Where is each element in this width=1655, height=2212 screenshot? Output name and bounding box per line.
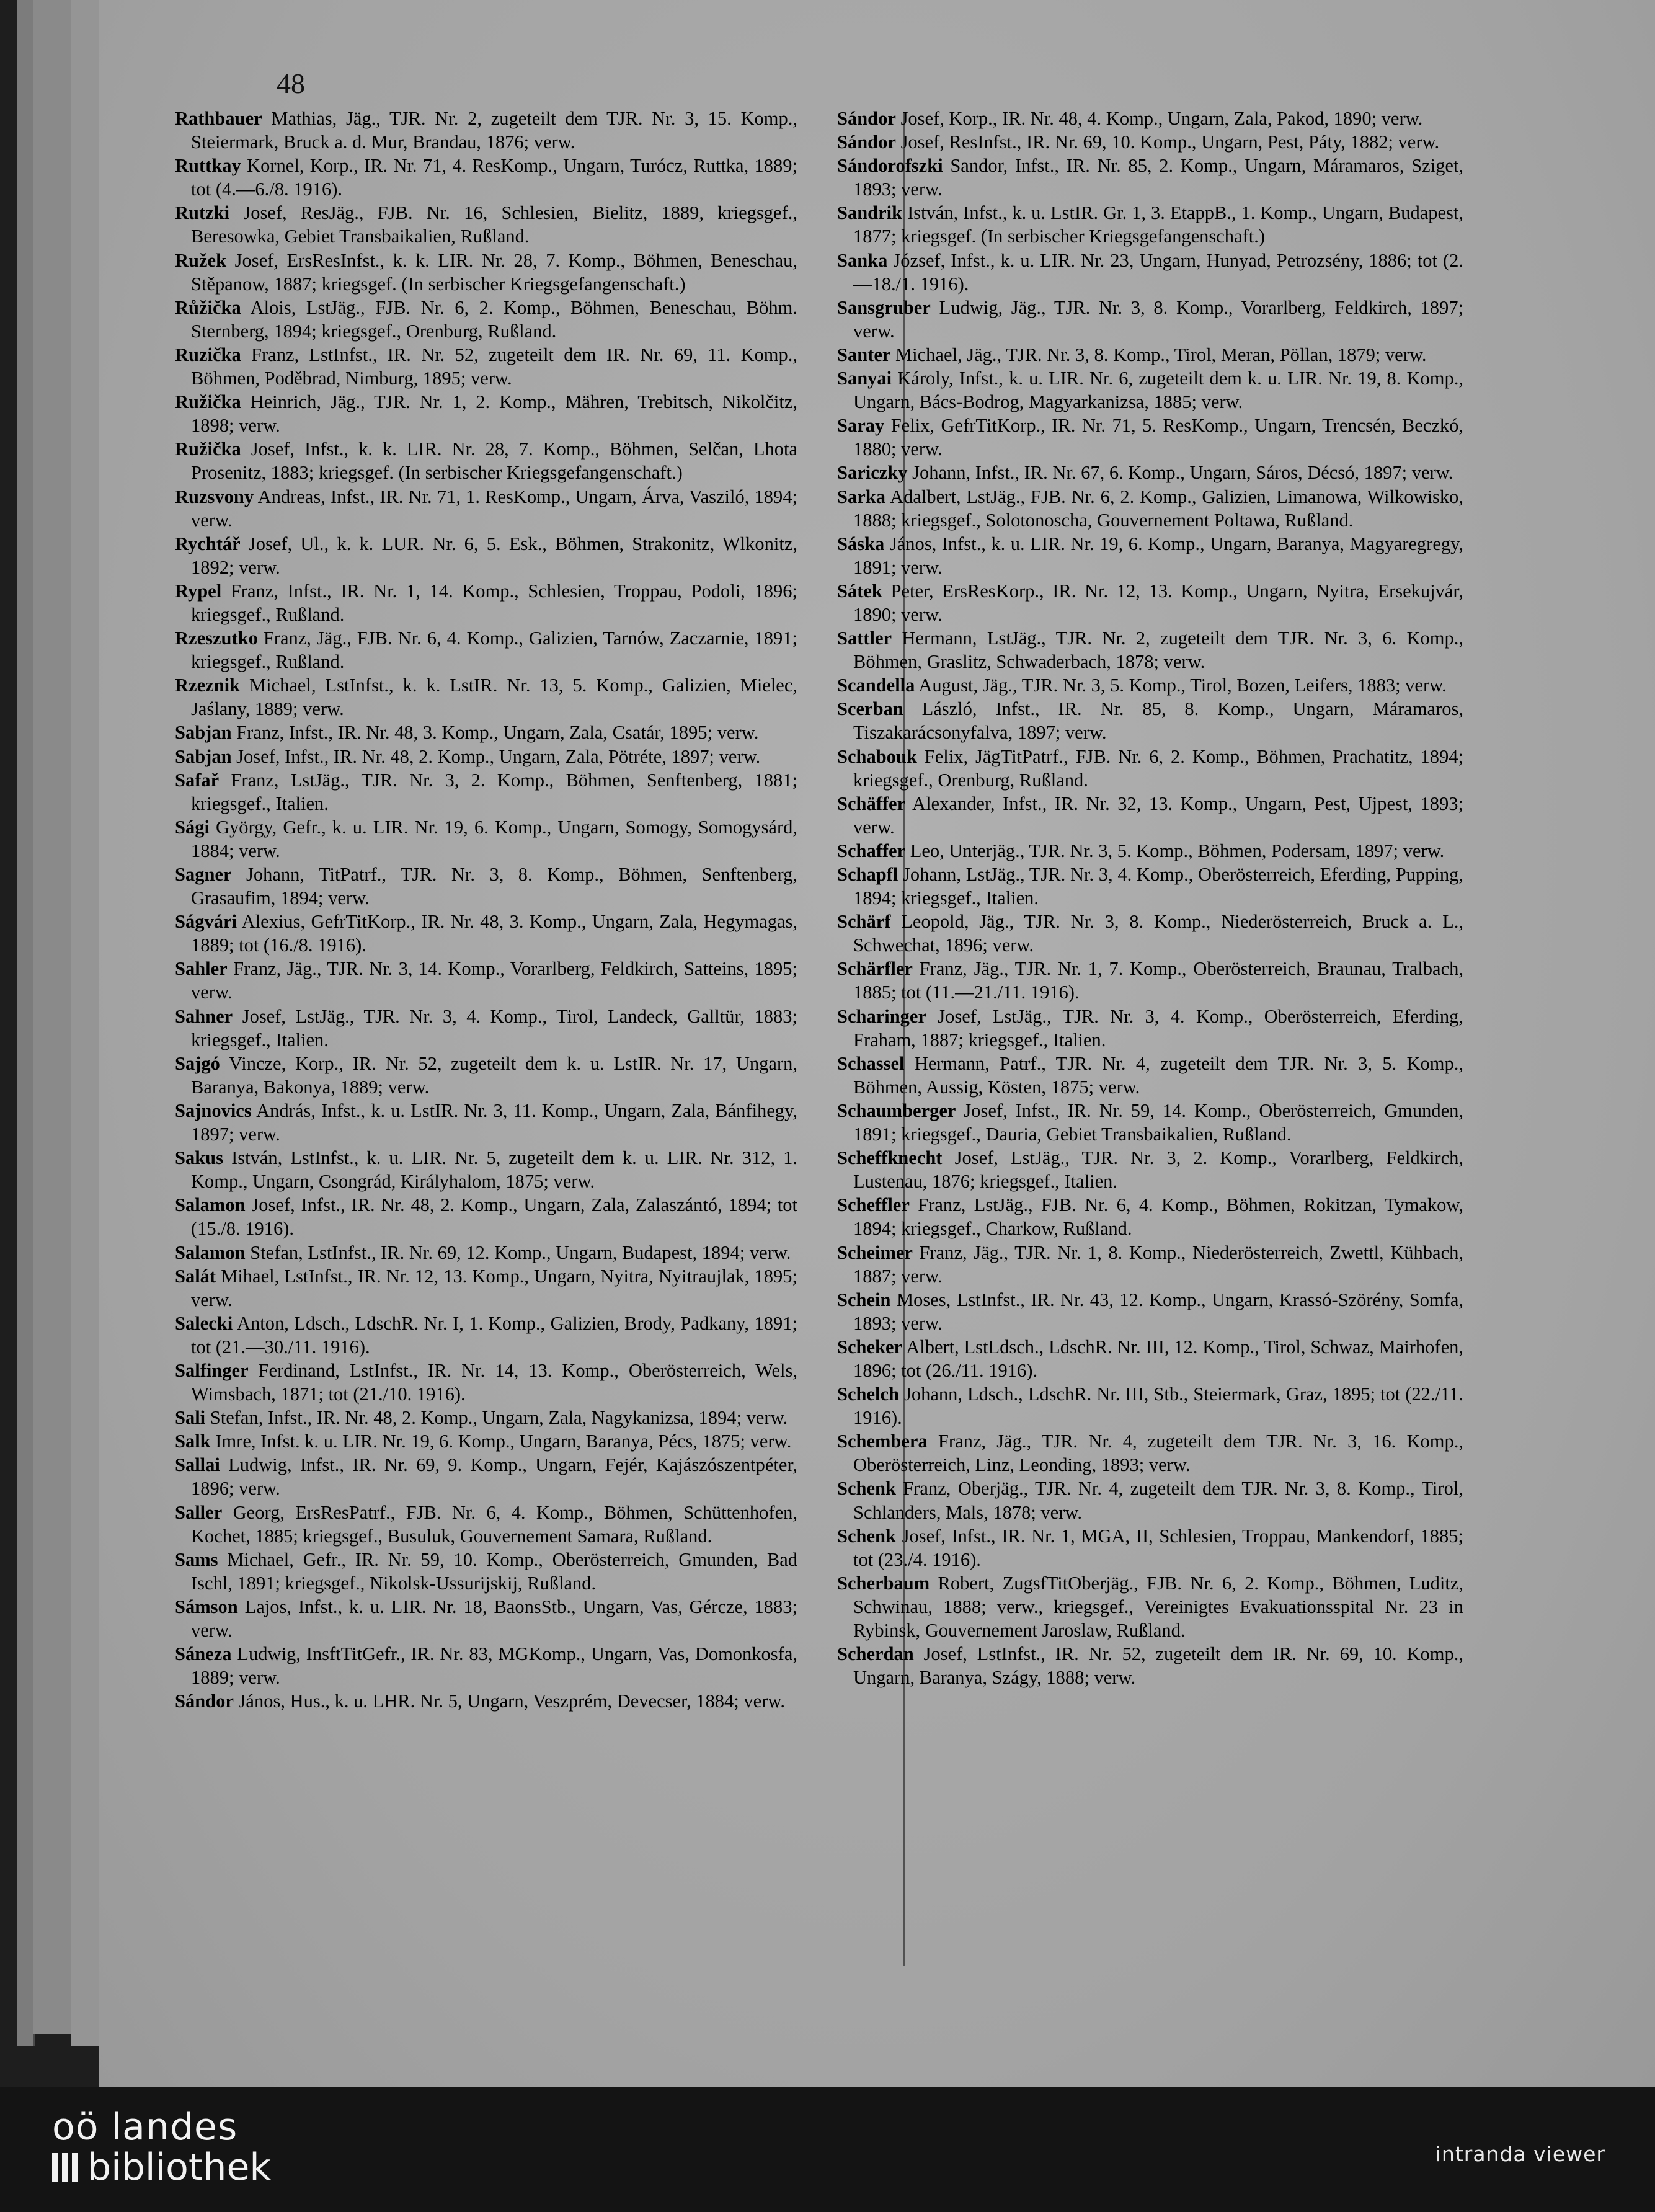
entry-details: Leopold, Jäg., TJR. Nr. 3, 8. Komp., Niederösterreich, Bruck a. L., Schwechat, 1896; verw. [853, 911, 1463, 956]
entry-details: Vincze, Korp., IR. Nr. 52, zugeteilt dem k. u. LstIR. Nr. 17, Ungarn, Baranya, Bakonya, 1889; verw. [191, 1052, 797, 1098]
register-entry [175, 1501, 797, 1548]
entry-surname: Schäffer [837, 793, 906, 814]
entry-surname: Ruttkay [175, 155, 241, 177]
entry-surname: Rathbauer [175, 108, 262, 129]
entry-surname: Sanka [837, 249, 888, 271]
entry-surname: Ruzsvony [175, 486, 254, 507]
entry-surname: Scandella [837, 675, 915, 696]
entry-surname: Sabjan [175, 745, 232, 767]
register-entry [175, 957, 797, 1004]
register-entry [837, 1382, 1463, 1429]
entry-surname: Ruzička [175, 344, 241, 365]
entry-details: Franz, Jäg., TJR. Nr. 3, 14. Komp., Vorarlberg, Feldkirch, Satteins, 1895; verw. [191, 958, 798, 1003]
register-entry [837, 485, 1463, 532]
register-entry [837, 249, 1463, 296]
register-entry [837, 1146, 1463, 1193]
entry-details: Ludwig, Jäg., TJR. Nr. 3, 8. Komp., Vorarlberg, Feldkirch, 1897; verw. [853, 296, 1464, 342]
entry-details: Josef, Infst., IR. Nr. 1, MGA, II, Schlesien, Troppau, Mankendorf, 1885; tot (23./4. 1916). [853, 1525, 1463, 1570]
register-entry [175, 154, 797, 201]
register-entry [175, 1099, 797, 1146]
entry-details: György, Gefr., k. u. LIR. Nr. 19, 6. Komp., Ungarn, Somogy, Somogysárd, 1884; verw. [191, 816, 798, 861]
register-entry [175, 1548, 797, 1595]
entry-surname: Sándor [837, 131, 896, 153]
entry-details: Kornel, Korp., IR. Nr. 71, 4. ResKomp., Ungarn, Turócz, Ruttka, 1889; tot (4.—6./8. 1916). [191, 155, 797, 200]
register-entry [175, 1052, 797, 1099]
register-entry [837, 1005, 1463, 1052]
register-entry [175, 1689, 797, 1713]
register-entry [837, 414, 1463, 461]
page-edge [71, 0, 100, 2046]
register-entry [175, 1359, 797, 1406]
register-entry [175, 532, 797, 579]
entry-surname: Ružička [175, 438, 241, 460]
logo-text-bottom: bibliothek [87, 2146, 272, 2189]
register-entry [837, 1429, 1463, 1477]
entry-details: János, Infst., k. u. LIR. Nr. 19, 6. Komp., Ungarn, Baranya, Magyaregregy, 1891; verw. [853, 533, 1464, 578]
register-entry [175, 1264, 797, 1312]
register-entry [837, 1193, 1463, 1240]
entry-surname: Scheimer [837, 1241, 913, 1263]
register-entry [837, 1524, 1463, 1571]
entry-surname: Sajnovics [175, 1099, 252, 1121]
entry-details: Robert, ZugsfTitOberjäg., FJB. Nr. 6, 2. Komp., Böhmen, Luditz, Schwinau, 1888; verw., kriegsgef., Vereinigtes Evakuationsspital Nr. 23 in Rybinsk, Gouvernement Jaroslaw, Rußland. [853, 1572, 1464, 1641]
register-entry [837, 697, 1463, 744]
entry-details: Josef, LstJäg., TJR. Nr. 3, 4. Komp., Tirol, Landeck, Galltür, 1883; kriegsgef., Italien. [191, 1005, 798, 1050]
entry-details: Albert, LstLdsch., LdschR. Nr. III, 12. Komp., Tirol, Schwaz, Mairhofen, 1896; tot (26./11. 1916). [853, 1336, 1463, 1381]
entry-surname: Sakus [175, 1147, 224, 1169]
page-edge [33, 0, 72, 2034]
register-entry [175, 1193, 797, 1240]
register-entry [175, 437, 797, 484]
entry-surname: Salk [175, 1431, 211, 1452]
entry-surname: Rzeznik [175, 675, 241, 696]
register-entry [837, 792, 1463, 839]
entry-surname: Sáneza [175, 1643, 232, 1665]
entry-surname: Rychtář [175, 533, 241, 554]
entry-surname: Sariczky [837, 462, 908, 484]
register-entry [837, 745, 1463, 792]
register-entry [175, 1146, 797, 1193]
entry-surname: Schenk [837, 1478, 896, 1499]
entry-surname: Schassel [837, 1052, 905, 1074]
entry-details: László, Infst., IR. Nr. 85, 8. Komp., Ungarn, Máramaros, Tiszakarácsonyfalva, 1897; verw. [853, 698, 1463, 744]
entry-details: Franz, Jäg., TJR. Nr. 1, 8. Komp., Niederösterreich, Zwettl, Kühbach, 1887; verw. [853, 1241, 1463, 1287]
register-entry [175, 249, 797, 296]
entry-details: Stefan, Infst., IR. Nr. 48, 2. Komp., Ungarn, Zala, Nagykanizsa, 1894; verw. [210, 1407, 788, 1429]
register-entry [837, 1052, 1463, 1099]
entry-details: Hermann, LstJäg., TJR. Nr. 2, zugeteilt dem TJR. Nr. 3, 6. Komp., Böhmen, Graslitz, Schwaderbach, 1878; verw. [853, 628, 1464, 673]
register-entry [837, 154, 1463, 201]
entry-surname: Scherdan [837, 1643, 914, 1665]
register-entry [175, 390, 797, 437]
entry-surname: Ružek [175, 249, 227, 271]
entry-surname: Salát [175, 1265, 216, 1287]
register-entry [175, 721, 797, 744]
entry-surname: Rzeszutko [175, 628, 258, 649]
entry-surname: Sallai [175, 1454, 220, 1476]
entry-details: Josef, Korp., IR. Nr. 48, 4. Komp., Ungarn, Zala, Pakod, 1890; verw. [900, 108, 1423, 129]
entry-details: Michael, LstInfst., k. k. LstIR. Nr. 13, 5. Komp., Galizien, Mielec, Jaślany, 1889; verw. [191, 675, 798, 720]
register-entry [837, 1477, 1463, 1524]
entry-surname: Sams [175, 1548, 218, 1570]
entry-details: Moses, LstInfst., IR. Nr. 43, 12. Komp., Ungarn, Krassó-Szörény, Somfa, 1893; verw. [853, 1289, 1463, 1334]
register-entry [175, 1406, 797, 1429]
register-entry [837, 1571, 1463, 1642]
entry-surname: Rutzki [175, 202, 230, 224]
register-entry [837, 1241, 1463, 1288]
entry-details: Johann, LstJäg., TJR. Nr. 3, 4. Komp., Oberösterreich, Eferding, Pupping, 1894; kriegsgef., Italien. [853, 864, 1463, 909]
entry-surname: Saller [175, 1501, 223, 1523]
entry-surname: Sági [175, 816, 210, 838]
entry-details: Franz, Infst., IR. Nr. 1, 14. Komp., Schlesien, Troppau, Podoli, 1896; kriegsgef., Rußland. [191, 580, 797, 625]
entry-surname: Sátek [837, 580, 882, 602]
entry-details: Michael, Jäg., TJR. Nr. 3, 8. Komp., Tirol, Meran, Pöllan, 1879; verw. [895, 344, 1427, 365]
entry-details: August, Jäg., TJR. Nr. 3, 5. Komp., Tirol, Bozen, Leifers, 1883; verw. [918, 675, 1447, 696]
entry-details: Károly, Infst., k. u. LIR. Nr. 6, zugeteilt dem k. u. LIR. Nr. 19, 8. Komp., Ungarn, Bács-Bodrog, Magyarkanizsa, 1885; verw. [853, 368, 1463, 413]
entry-details: András, Infst., k. u. LstIR. Nr. 3, 11. Komp., Ungarn, Zala, Bánfihegy, 1897; verw. [191, 1099, 797, 1145]
entry-details: Josef, ResJäg., FJB. Nr. 16, Schlesien, Bielitz, 1889, kriegsgef., Beresowka, Gebiet Transbaikalien, Rußland. [191, 202, 798, 247]
register-entry [175, 626, 797, 673]
entry-surname: Schapfl [837, 864, 898, 885]
entry-details: János, Hus., k. u. LHR. Nr. 5, Ungarn, Veszprém, Devecser, 1884; verw. [238, 1690, 785, 1712]
entry-details: Michael, Gefr., IR. Nr. 59, 10. Komp., Oberösterreich, Gmunden, Bad Ischl, 1891; kriegsgef., Nikolsk-Ussurijskij, Rußland. [191, 1548, 797, 1594]
register-entry [837, 626, 1463, 673]
entry-surname: Růžička [175, 296, 241, 318]
viewer-credit[interactable]: intranda viewer [1435, 2142, 1605, 2166]
entry-details: Josef, ResInfst., IR. Nr. 69, 10. Komp., Ungarn, Pest, Páty, 1882; verw. [900, 131, 1440, 153]
register-entry [175, 1005, 797, 1052]
left-column [175, 107, 797, 1713]
entry-details: Felix, GefrTitKorp., IR. Nr. 71, 5. ResKomp., Ungarn, Trencsén, Beczkó, 1880; verw. [853, 415, 1463, 460]
entry-surname: Scerban [837, 698, 903, 720]
entry-surname: Salecki [175, 1312, 233, 1334]
entry-details: Mihael, LstInfst., IR. Nr. 12, 13. Komp., Ungarn, Nyitra, Nyitraujlak, 1895; verw. [191, 1265, 797, 1310]
entry-surname: Schaumberger [837, 1099, 956, 1121]
entry-details: Andreas, Infst., IR. Nr. 71, 1. ResKomp., Ungarn, Árva, Vasziló, 1894; verw. [191, 486, 797, 531]
entry-surname: Schenk [837, 1525, 896, 1547]
register-entry [837, 201, 1463, 248]
entry-details: Ludwig, InsftTitGefr., IR. Nr. 83, MGKomp., Ungarn, Vas, Domonkosfa, 1889; verw. [191, 1643, 797, 1689]
entry-surname: Schärfler [837, 958, 913, 980]
register-entry [175, 1429, 797, 1453]
entry-surname: Santer [837, 344, 891, 365]
logo-bars-icon [52, 2153, 78, 2182]
entry-details: Johann, Ldsch., LdschR. Nr. III, Stb., Steiermark, Graz, 1895; tot (22./11. 1916). [853, 1384, 1463, 1429]
register-entry [837, 839, 1463, 863]
entry-details: Peter, ErsResKorp., IR. Nr. 12, 13. Komp., Ungarn, Nyitra, Ersekujvár, 1890; verw. [853, 580, 1463, 625]
register-entry [837, 910, 1463, 957]
register-entry [837, 1099, 1463, 1146]
entry-details: Imre, Infst. k. u. LIR. Nr. 19, 6. Komp., Ungarn, Baranya, Pécs, 1875; verw. [215, 1431, 792, 1452]
register-entry [837, 957, 1463, 1004]
entry-surname: Salamon [175, 1241, 246, 1263]
entry-details: Josef, Infst., IR. Nr. 48, 2. Komp., Ungarn, Zala, Zalaszántó, 1894; tot (15./8. 1916). [191, 1194, 797, 1240]
entry-details: István, Infst., k. u. LstIR. Gr. 1, 3. EtappB., 1. Komp., Ungarn, Budapest, 1877; kriegsgef. (In serbischer Kriegsgefangenschaft.) [853, 202, 1464, 247]
entry-details: Josef, LstJäg., TJR. Nr. 3, 2. Komp., Vorarlberg, Feldkirch, Lustenau, 1876; kriegsgef., Italien. [853, 1147, 1464, 1193]
register-entry [837, 532, 1463, 579]
entry-details: Stefan, LstInfst., IR. Nr. 69, 12. Komp., Ungarn, Budapest, 1894; verw. [250, 1241, 791, 1263]
entry-details: Josef, Infst., IR. Nr. 48, 2. Komp., Ungarn, Zala, Pötréte, 1897; verw. [236, 745, 761, 767]
entry-details: Ludwig, Infst., IR. Nr. 69, 9. Komp., Ungarn, Fejér, Kajászószentpéter, 1896; verw. [191, 1454, 798, 1499]
entry-surname: Rypel [175, 580, 222, 602]
register-entry [837, 296, 1463, 343]
register-entry [175, 815, 797, 863]
entry-surname: Safař [175, 769, 220, 791]
entry-details: Franz, Jäg., FJB. Nr. 6, 4. Komp., Galizien, Tarnów, Zaczarnie, 1891; kriegsgef., Rußland. [191, 628, 797, 673]
register-entry [175, 343, 797, 390]
register-entry [837, 1335, 1463, 1382]
entry-surname: Scheffler [837, 1194, 910, 1216]
entry-details: Johann, TitPatrf., TJR. Nr. 3, 8. Komp., Böhmen, Senftenberg, Grasaufim, 1894; verw. [191, 864, 798, 909]
entry-surname: Saray [837, 415, 885, 437]
register-entry [175, 1312, 797, 1359]
entry-details: Alois, LstJäg., FJB. Nr. 6, 2. Komp., Böhmen, Beneschau, Böhm. Sternberg, 1894; kriegsgef., Orenburg, Rußland. [191, 296, 797, 342]
entry-details: Josef, Infst., IR. Nr. 59, 14. Komp., Oberösterreich, Gmunden, 1891; kriegsgef., Dauria, Gebiet Transbaikalien, Rußland. [853, 1099, 1464, 1145]
register-entry [175, 296, 797, 343]
entry-details: Alexius, GefrTitKorp., IR. Nr. 48, 3. Komp., Ungarn, Zala, Hegymagas, 1889; tot (16./8. 1916). [191, 911, 797, 956]
entry-surname: Sabjan [175, 722, 232, 744]
register-entry [175, 579, 797, 626]
register-entry [175, 768, 797, 815]
entry-details: Josef, LstInfst., IR. Nr. 52, zugeteilt dem IR. Nr. 69, 10. Komp., Ungarn, Baranya, Szágy, 1888; verw. [853, 1643, 1463, 1689]
entry-surname: Ságvári [175, 911, 237, 933]
entry-details: Heinrich, Jäg., TJR. Nr. 1, 2. Komp., Mähren, Trebitsch, Nikolčitz, 1898; verw. [191, 391, 798, 437]
entry-details: Franz, LstJäg., TJR. Nr. 3, 2. Komp., Böhmen, Senftenberg, 1881; kriegsgef., Italien. [191, 769, 798, 814]
entry-surname: Sansgruber [837, 296, 931, 318]
register-entry [175, 910, 797, 957]
register-entry [175, 1453, 797, 1500]
entry-surname: Salamon [175, 1194, 246, 1216]
entry-details: Franz, Oberjäg., TJR. Nr. 4, zugeteilt dem TJR. Nr. 3, 8. Komp., Tirol, Schlanders, Mals, 1878; verw. [853, 1478, 1464, 1523]
entry-surname: Sahner [175, 1005, 233, 1027]
register-entry [175, 1595, 797, 1642]
page-edge [17, 0, 35, 2046]
logo-text-top: oö landes [52, 2105, 238, 2149]
entry-surname: Schaffer [837, 840, 906, 861]
entry-details: Felix, JägTitPatrf., FJB. Nr. 6, 2. Komp., Böhmen, Prachatitz, 1894; kriegsgef., Orenburg, Rußland. [853, 745, 1464, 791]
entry-details: Franz, LstInfst., IR. Nr. 52, zugeteilt dem IR. Nr. 69, 11. Komp., Böhmen, Poděbrad, Nimburg, 1895; verw. [191, 344, 798, 389]
entry-details: Sandor, Infst., IR. Nr. 85, 2. Komp., Ungarn, Máramaros, Sziget, 1893; verw. [853, 155, 1463, 200]
entry-surname: Sandrik [837, 202, 903, 224]
register-entry [175, 1241, 797, 1264]
register-entry [837, 1288, 1463, 1335]
entry-surname: Sahler [175, 958, 228, 980]
entry-surname: Sarka [837, 486, 885, 507]
entry-details: Ferdinand, LstInfst., IR. Nr. 14, 13. Komp., Oberösterreich, Wels, Wimsbach, 1871; tot (21./10. 1916). [191, 1359, 798, 1405]
entry-surname: Scherbaum [837, 1572, 930, 1594]
entry-surname: Sajgó [175, 1052, 220, 1074]
register-entry [175, 107, 797, 154]
entry-surname: Sali [175, 1407, 206, 1429]
entry-surname: Schelch [837, 1384, 899, 1405]
register-entry [175, 745, 797, 768]
entry-details: Lajos, Infst., k. u. LIR. Nr. 18, BaonsStb., Ungarn, Vas, Gércze, 1883; verw. [191, 1596, 798, 1641]
entry-surname: Schabouk [837, 745, 917, 767]
entry-surname: Schembera [837, 1431, 928, 1452]
entry-surname: Schein [837, 1289, 891, 1310]
register-entry [175, 673, 797, 721]
entry-surname: Scheker [837, 1336, 903, 1357]
entry-details: Georg, ErsResPatrf., FJB. Nr. 6, 4. Komp., Böhmen, Schüttenhofen, Kochet, 1885; kriegsgef., Busuluk, Gouvernement Samara, Rußland. [191, 1501, 798, 1547]
register-entry [175, 485, 797, 532]
entry-details: Josef, Ul., k. k. LUR. Nr. 6, 5. Esk., Böhmen, Strakonitz, Wlkonitz, 1892; verw. [191, 533, 798, 578]
register-entry [837, 130, 1463, 154]
register-entry [175, 863, 797, 910]
entry-surname: Sattler [837, 628, 892, 649]
entry-surname: Scharinger [837, 1005, 927, 1027]
register-entry [837, 107, 1463, 130]
entry-details: Adalbert, LstJäg., FJB. Nr. 6, 2. Komp., Galizien, Limanowa, Wilkowisko, 1888; kriegsgef., Solotonoscha, Gouvernement Poltawa, Rußland. [853, 486, 1463, 531]
register-entry [837, 579, 1463, 626]
entry-details: Franz, Infst., IR. Nr. 48, 3. Komp., Ungarn, Zala, Csatár, 1895; verw. [236, 722, 759, 744]
entry-surname: Sáska [837, 533, 885, 554]
entry-surname: Ružička [175, 391, 241, 413]
entry-details: Alexander, Infst., IR. Nr. 32, 13. Komp., Ungarn, Pest, Ujpest, 1893; verw. [853, 793, 1463, 838]
entry-details: Josef, ErsResInfst., k. k. LIR. Nr. 28, 7. Komp., Böhmen, Beneschau, Stěpanow, 1887; kriegsgef. (In serbischer Kriegsgefangenschaft.) [191, 249, 798, 295]
register-entry [175, 201, 797, 248]
entry-surname: Sándor [837, 108, 896, 129]
register-entry [837, 366, 1463, 414]
right-column [837, 107, 1463, 1689]
entry-details: Leo, Unterjäg., TJR. Nr. 3, 5. Komp., Böhmen, Podersam, 1897; verw. [910, 840, 1445, 861]
page-number: 48 [277, 68, 305, 99]
register-entry [837, 1642, 1463, 1689]
entry-details: Franz, Jäg., TJR. Nr. 4, zugeteilt dem TJR. Nr. 3, 16. Komp., Oberösterreich, Linz, Leonding, 1893; verw. [853, 1431, 1463, 1476]
register-entry [837, 461, 1463, 484]
register-entry [175, 1642, 797, 1689]
logo-text-bottom-row [52, 2147, 271, 2188]
entry-details: Anton, Ldsch., LdschR. Nr. I, 1. Komp., Galizien, Brody, Padkany, 1891; tot (21.—30./11. 1916). [191, 1312, 797, 1357]
entry-details: Mathias, Jäg., TJR. Nr. 2, zugeteilt dem TJR. Nr. 3, 15. Komp., Steiermark, Bruck a. d. Mur, Brandau, 1876; verw. [191, 108, 797, 153]
entry-surname: Sanyai [837, 368, 892, 389]
entry-surname: Sándorofszki [837, 155, 943, 177]
entry-surname: Salfinger [175, 1359, 249, 1381]
entry-surname: Sagner [175, 864, 232, 885]
entry-details: József, Infst., k. u. LIR. Nr. 23, Ungarn, Hunyad, Petrozsény, 1886; tot (2.—18./1. 1916). [853, 249, 1463, 295]
library-logo[interactable] [52, 2107, 271, 2188]
entry-details: Josef, Infst., k. k. LIR. Nr. 28, 7. Komp., Böhmen, Selčan, Lhota Prosenitz, 1883; kriegsgef. (In serbischer Kriegsgefangenschaft.) [191, 438, 798, 484]
entry-surname: Sámson [175, 1596, 238, 1617]
entry-surname: Sándor [175, 1690, 234, 1712]
entry-details: István, LstInfst., k. u. LIR. Nr. 5, zugeteilt dem k. u. LIR. Nr. 312, 1. Komp., Ungarn, Csongrád, Királyhalom, 1875; verw. [191, 1147, 798, 1193]
entry-surname: Schärf [837, 911, 891, 933]
entry-details: Franz, Jäg., TJR. Nr. 1, 7. Komp., Oberösterreich, Braunau, Tralbach, 1885; tot (11.—21./11. 1916). [853, 958, 1463, 1003]
entry-details: Hermann, Patrf., TJR. Nr. 4, zugeteilt dem TJR. Nr. 3, 5. Komp., Böhmen, Aussig, Kösten, 1875; verw. [853, 1052, 1464, 1098]
entry-details: Johann, Infst., IR. Nr. 67, 6. Komp., Ungarn, Sáros, Décsó, 1897; verw. [912, 462, 1453, 484]
register-entry [837, 343, 1463, 366]
register-entry [837, 863, 1463, 910]
entry-details: Josef, LstJäg., TJR. Nr. 3, 4. Komp., Oberösterreich, Eferding, Fraham, 1887; kriegsgef., Italien. [853, 1005, 1463, 1050]
entry-details: Franz, LstJäg., FJB. Nr. 6, 4. Komp., Böhmen, Rokitzan, Tymakow, 1894; kriegsgef., Charkow, Rußland. [853, 1194, 1464, 1240]
entry-surname: Scheffknecht [837, 1147, 943, 1169]
register-entry [837, 673, 1463, 697]
